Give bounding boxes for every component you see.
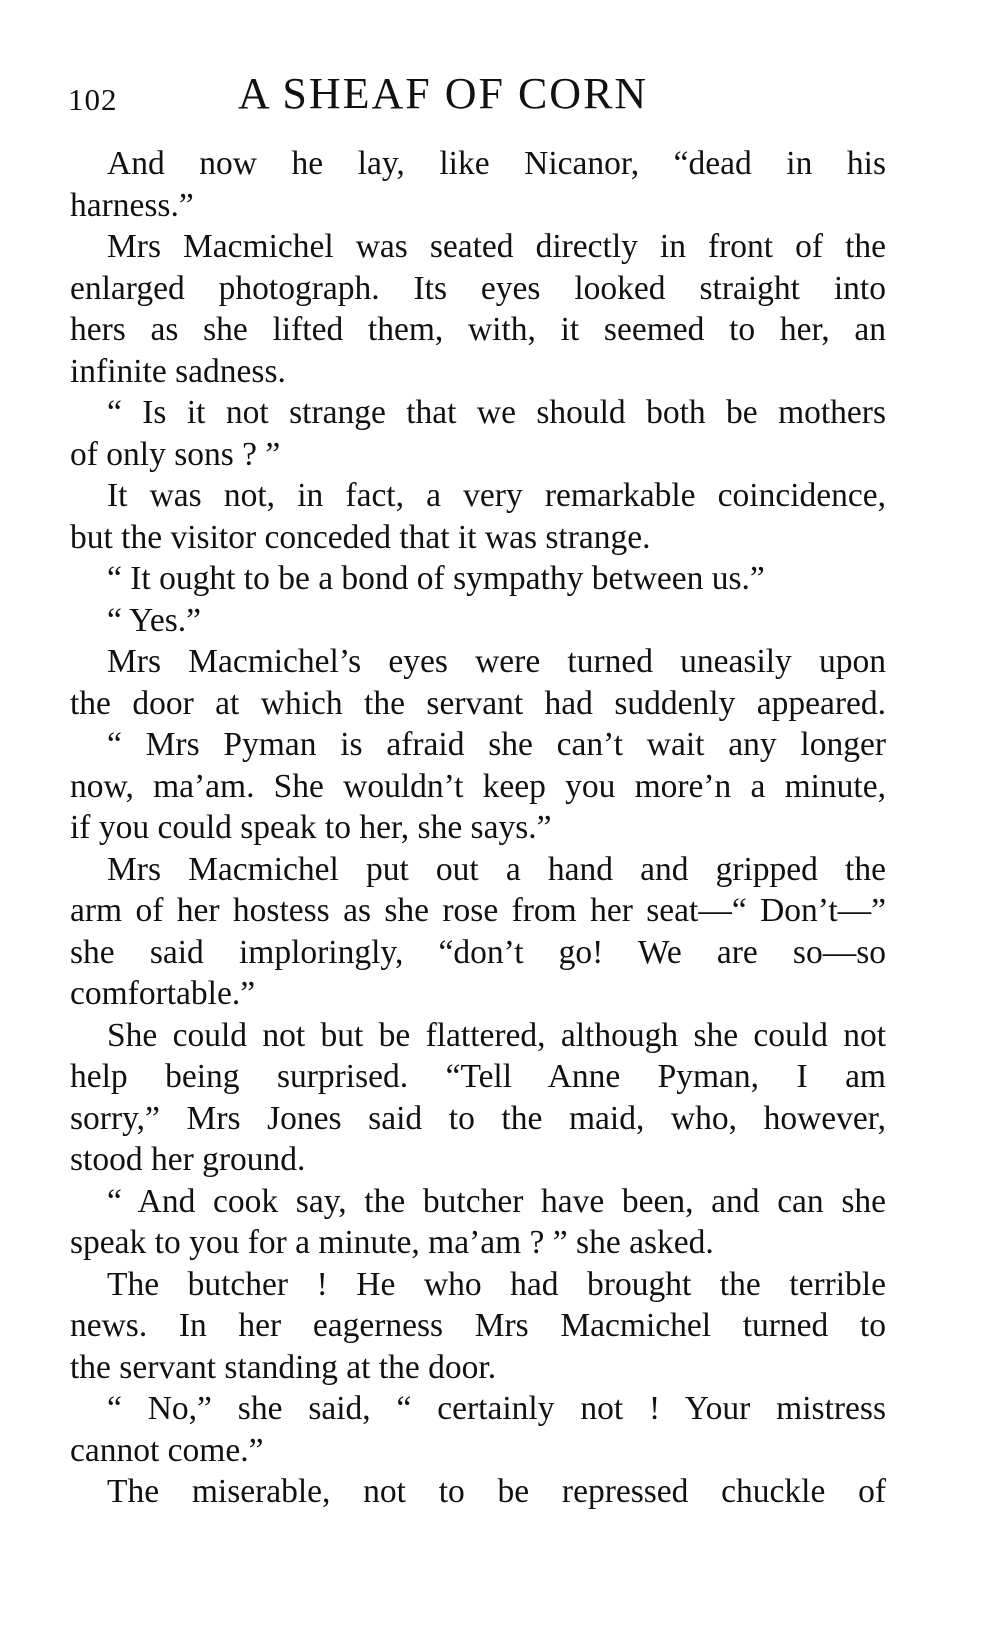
text-line: “ Mrs Pyman is afraid she can’t wait any longer (107, 726, 886, 763)
text-line: Mrs Macmichel put out a hand and gripped the (107, 850, 886, 888)
text-line: infinite sadness. (70, 352, 286, 390)
running-header (68, 68, 708, 128)
text-line: enlarged photograph. Its eyes looked straight into (70, 269, 886, 307)
text-line: now, ma’am. She wouldn’t keep you more’n a minute, (70, 767, 886, 805)
running-title: A SHEAF OF CORN (238, 69, 649, 118)
text-line: if you could speak to her, she says.” (70, 809, 552, 846)
text-line: help being surprised. “Tell Anne Pyman, I am (70, 1058, 886, 1095)
text-line: hers as she lifted them, with, it seemed to her, an (70, 311, 886, 348)
text-line: And now he lay, like Nicanor, “dead in his (107, 145, 886, 182)
text-line: stood her ground. (70, 1141, 306, 1178)
text-line: harness.” (70, 186, 194, 224)
text-line: sorry,” Mrs Jones said to the maid, who, however, (70, 1099, 886, 1137)
text-line: comfortable.” (70, 975, 256, 1012)
body-text (70, 143, 886, 1513)
text-line: news. In her eagerness Mrs Macmichel turned to (70, 1307, 886, 1344)
text-line: but the visitor conceded that it was strange. (70, 518, 651, 556)
text-line: arm of her hostess as she rose from her seat—“ Don’t—” (70, 892, 886, 929)
text-line: she said imploringly, “don’t go! We are so—so (70, 933, 886, 971)
text-line: “ No,” she said, “ certainly not ! Your mistress (107, 1390, 886, 1427)
text-line: cannot come.” (70, 1431, 264, 1469)
text-line: The miserable, not to be repressed chuckle of (107, 1473, 886, 1510)
text-line: The butcher ! He who had brought the terrible (107, 1265, 886, 1303)
text-line: It was not, in fact, a very remarkable coincidence, (107, 477, 886, 514)
text-line: “ And cook say, the butcher have been, and can she (107, 1182, 886, 1220)
text-line: “ Yes.” (107, 601, 201, 639)
text-line: She could not but be flattered, although she could not (107, 1016, 886, 1054)
text-line: “ Is it not strange that we should both be mothers (107, 394, 886, 431)
text-line: the door at which the servant had suddenly appeared. (70, 684, 886, 722)
text-line: of only sons ? ” (70, 435, 281, 473)
text-line: Mrs Macmichel’s eyes were turned uneasily upon (107, 643, 886, 680)
text-line: Mrs Macmichel was seated directly in front of the (107, 228, 886, 265)
text-line: the servant standing at the door. (70, 1348, 497, 1386)
text-line: speak to you for a minute, ma’am ? ” she asked. (70, 1224, 714, 1261)
text-line: “ It ought to be a bond of sympathy between us.” (107, 560, 765, 597)
page-number: 102 (68, 82, 118, 117)
